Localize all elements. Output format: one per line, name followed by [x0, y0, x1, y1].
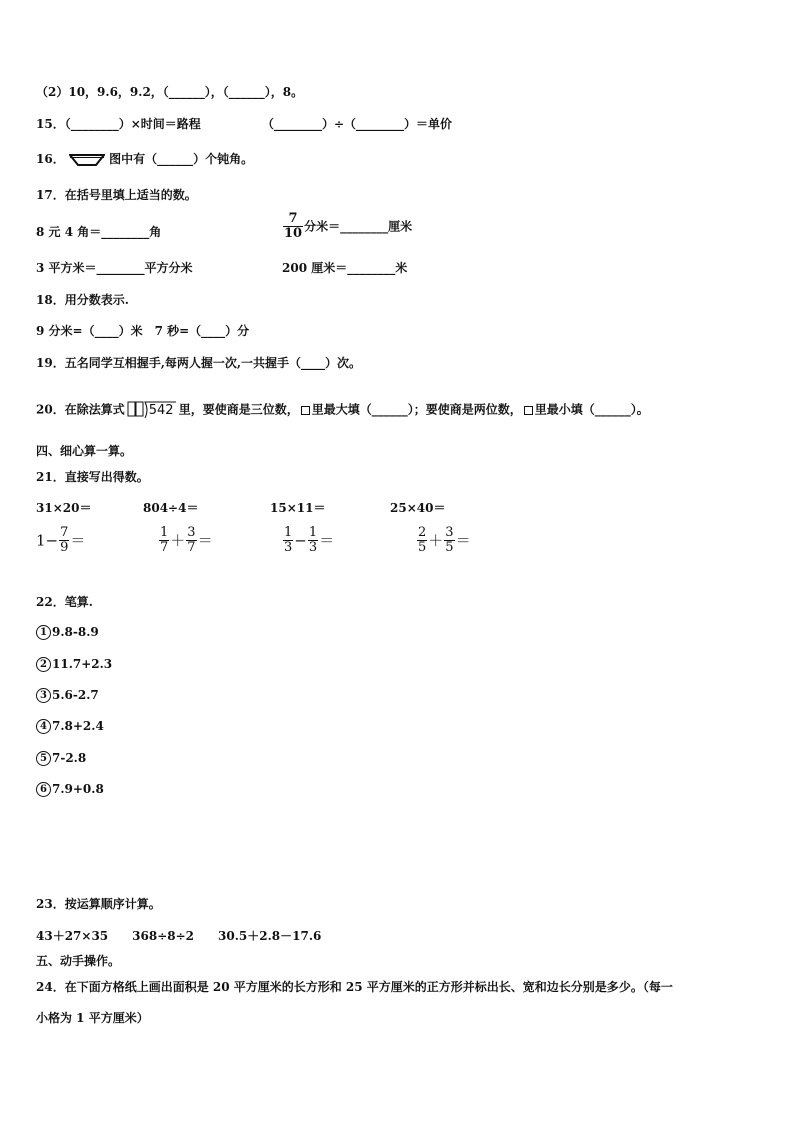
q21-expr-4: 25×40＝ [390, 501, 446, 515]
q22-expr-5: 7-2.8 [52, 751, 87, 765]
q20-dividend: 542 [148, 403, 174, 418]
section-4-heading: 四、细心算一算。 [36, 444, 133, 458]
q22-expr-1: 9.8-8.9 [52, 625, 99, 639]
q20-mid2: 里最大填（______）；要使商是两位数， [311, 402, 522, 417]
q17-d: 200 厘米＝________米 [282, 261, 408, 275]
fraction [59, 526, 69, 555]
q23-title: 23．按运算顺序计算。 [36, 897, 161, 911]
circled-number-2: 2 [36, 657, 51, 672]
denominator: 5 [418, 540, 427, 555]
q21-fraction-expr-4 [416, 526, 471, 555]
q22-item-4 [36, 718, 104, 734]
q24-line-1: 24．在下面方格纸上画出面积是 20 平方厘米的长方形和 25 平方厘米的正方形并标出长、宽和边长分别是多少。（每一 [36, 980, 673, 994]
operator: ＋ [428, 531, 444, 550]
q21-expr-3: 15×11＝ [270, 501, 326, 515]
denominator: 9 [60, 540, 69, 555]
numerator: 3 [445, 525, 454, 540]
numerator: 1 [308, 525, 318, 540]
denominator: 5 [445, 540, 454, 555]
square-box-icon [524, 406, 533, 415]
q16-number: 16． [36, 152, 65, 166]
fraction [186, 526, 196, 555]
q18-title: 18．用分数表示. [36, 293, 129, 307]
equals: ＝ [455, 531, 471, 550]
circled-number-4: 4 [36, 719, 51, 734]
q21-expr-2: 804÷4＝ [143, 501, 199, 515]
circled-number-3: 3 [36, 688, 51, 703]
division-bracket [127, 400, 177, 420]
numerator: 2 [418, 525, 427, 540]
q22-item-3 [36, 687, 99, 703]
denominator: 3 [308, 540, 318, 555]
fraction [444, 526, 454, 555]
q22-item-5 [36, 750, 86, 766]
operator: − [294, 531, 307, 550]
denominator: 7 [187, 540, 196, 555]
q24-line-2: 小格为 1 平方厘米） [36, 1011, 149, 1025]
q22-expr-4: 7.8+2.4 [52, 719, 104, 733]
equals: ＝ [70, 531, 86, 550]
q20-mid: 里，要使商是三位数， [178, 402, 299, 417]
q17-title: 17．在括号里填上适当的数。 [36, 188, 197, 202]
q15-part1: （________）×时间＝路程 [64, 117, 201, 131]
q17-frac-den: 10 [284, 226, 303, 241]
q19: 19．五名同学互相握手,每两人握一次,一共握手（____）次。 [36, 356, 362, 370]
q20 [36, 400, 649, 420]
q22-expr-3: 5.6-2.7 [52, 688, 99, 702]
equals: ＝ [197, 531, 213, 550]
q22-item-1 [36, 624, 99, 640]
q17-a: 8 元 4 角＝________角 [36, 225, 162, 239]
q15-number: 15． [36, 117, 65, 131]
fraction [283, 526, 293, 555]
fraction [417, 526, 427, 555]
q16 [36, 151, 253, 167]
circled-number-5: 5 [36, 751, 51, 766]
q20-end: 里最小填（______）。 [534, 402, 649, 417]
q22-title: 22．笔算. [36, 595, 93, 609]
q16-text: 图中有（______）个钝角。 [109, 152, 254, 166]
q20-number: 20． [36, 402, 65, 417]
q14-part2: （2）10，9.6，9.2，（______），（______），8。 [36, 85, 304, 99]
q22-item-6 [36, 781, 104, 797]
fraction [159, 526, 169, 555]
q21-f1-pre: 1− [36, 531, 59, 550]
q21-fraction-expr-1 [36, 526, 85, 555]
circled-number-1: 1 [36, 625, 51, 640]
numerator: 7 [60, 525, 69, 540]
q21-expr-1: 31×20＝ [36, 501, 92, 515]
numerator: 3 [187, 525, 196, 540]
q15 [36, 116, 201, 132]
q23-line: 43＋27×35 368÷8÷2 30.5＋2.8－17.6 [36, 929, 322, 943]
q15-part2: （________）÷（________）＝单价 [262, 117, 453, 131]
q17-frac-num: 7 [288, 211, 298, 226]
q21-fraction-expr-3 [282, 526, 334, 555]
fraction [308, 526, 318, 555]
operator: ＋ [170, 531, 186, 550]
q21-title: 21．直接写出得数。 [36, 470, 149, 484]
q17-fraction [283, 212, 303, 241]
section-5-heading: 五、动手操作。 [36, 954, 121, 968]
square-box-icon [301, 406, 310, 415]
denominator: 7 [160, 540, 169, 555]
trapezoid-icon [69, 153, 105, 167]
denominator: 3 [284, 540, 293, 555]
equals: ＝ [319, 531, 335, 550]
q20-pre: 在除法算式 [64, 402, 125, 417]
q18-line: 9 分米=（____）米 7 秒=（____）分 [36, 324, 250, 338]
q22-item-2 [36, 656, 112, 672]
q22-expr-6: 7.9+0.8 [52, 782, 104, 796]
numerator: 1 [160, 525, 169, 540]
numerator: 1 [284, 525, 293, 540]
q17-b [282, 212, 412, 241]
q22-expr-2: 11.7+2.3 [52, 657, 113, 671]
circled-number-6: 6 [36, 782, 51, 797]
q17-c: 3 平方米＝________平方分米 [36, 261, 193, 275]
q21-fraction-expr-2 [158, 526, 213, 555]
q17-b-text: 分米＝________厘米 [304, 219, 413, 234]
